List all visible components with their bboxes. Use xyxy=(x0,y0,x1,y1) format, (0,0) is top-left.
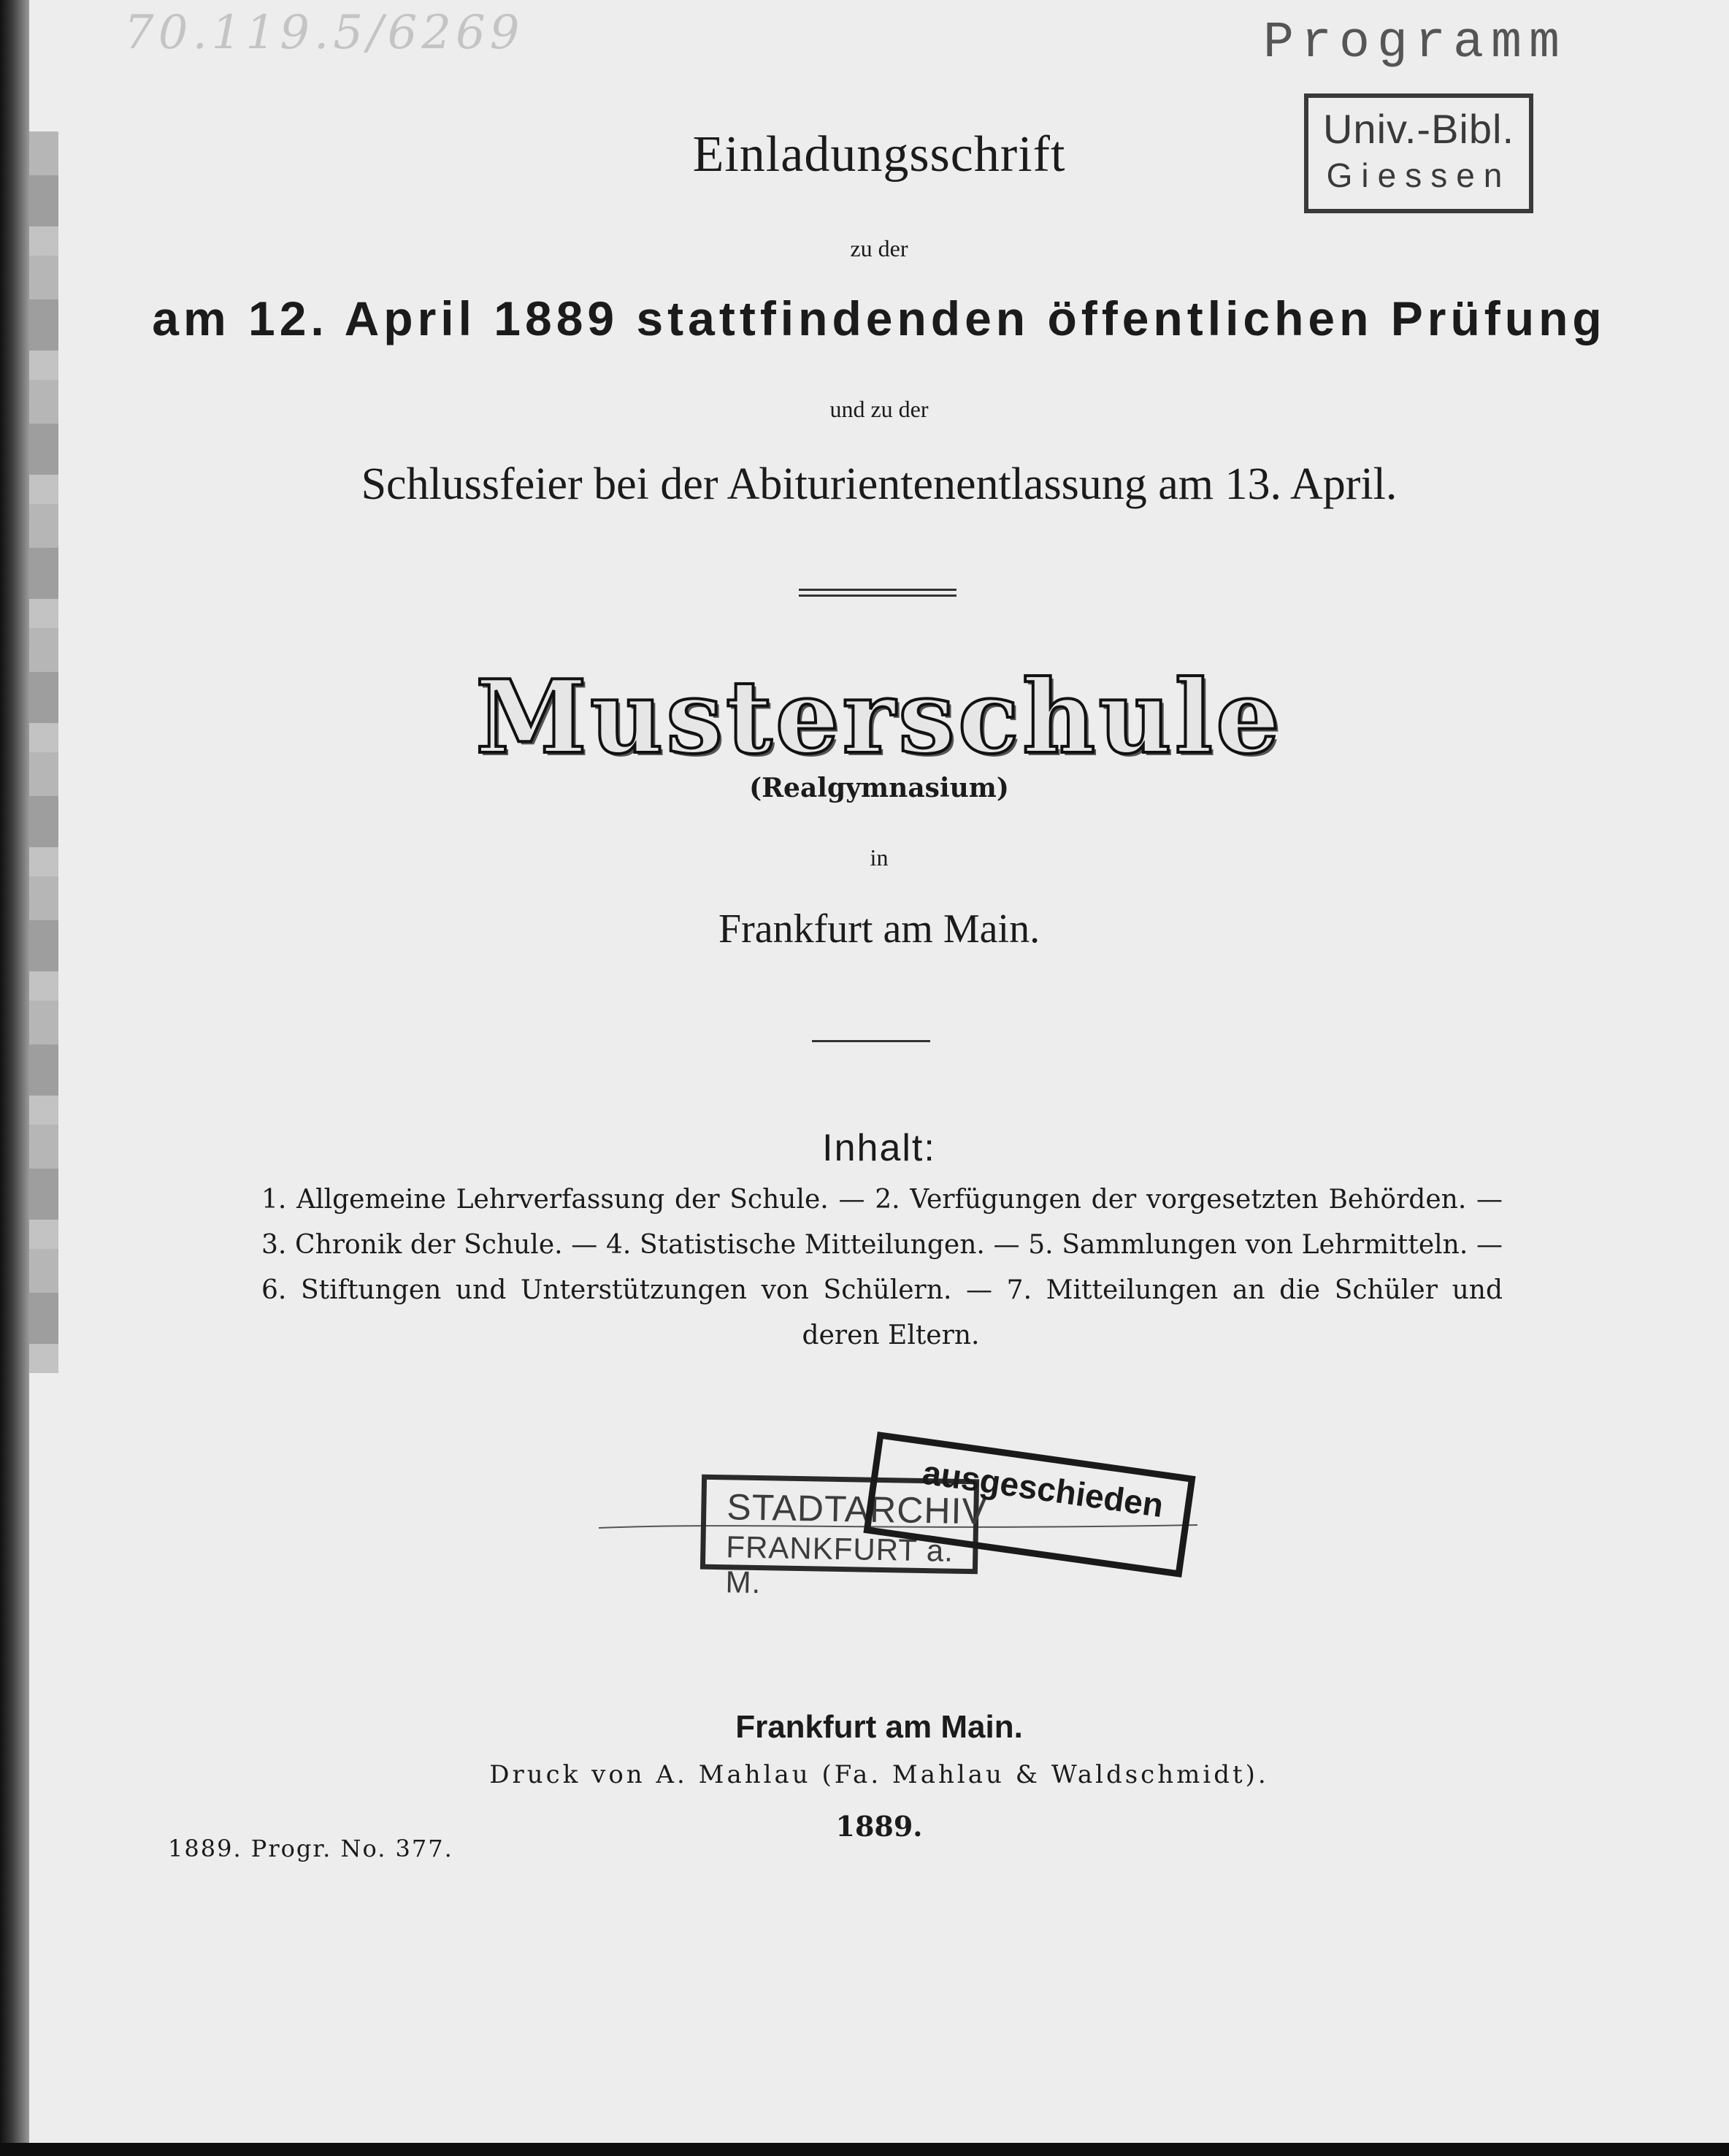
imprint-city: Frankfurt am Main. xyxy=(735,1709,1023,1745)
contents-line-4: deren Eltern. xyxy=(802,1320,980,1350)
imprint-printer: Druck von A. Mahlau (Fa. Mahlau & Waldschmidt). xyxy=(489,1760,1269,1789)
library-stamp-line2: Giessen xyxy=(1326,156,1511,194)
archive-stamp-line2: FRANKFURT a. M. xyxy=(725,1529,954,1600)
programm-stamp: Programm xyxy=(1263,15,1568,72)
divider-top-1 xyxy=(799,589,956,591)
library-stamp-line1: Univ.-Bibl. xyxy=(1322,106,1514,152)
page-binding-edge xyxy=(0,0,29,2156)
divider-middle xyxy=(812,1040,930,1042)
program-reference: 1889. Progr. No. 377. xyxy=(168,1835,453,1862)
contents-heading: Inhalt: xyxy=(822,1127,936,1169)
contents-line-1: 1. Allgemeine Lehrverfassung der Schule. — 2. Verfügungen der vorgesetzten Behörden. — xyxy=(261,1185,1503,1215)
scan-bottom-edge xyxy=(0,2143,1729,2156)
ceremony-line: Schlussfeier bei der Abiturientenentlassung am 13. April. xyxy=(361,459,1398,509)
connector-zu-der: zu der xyxy=(850,235,908,261)
discarded-stamp-text: ausgeschieden xyxy=(920,1453,1166,1525)
school-city: Frankfurt am Main. xyxy=(718,906,1040,952)
contents-line-3: 6. Stiftungen und Unterstützungen von Schülern. — 7. Mitteilungen an die Schüler und xyxy=(261,1275,1503,1305)
pencil-shelfmark: 70.119.5/6269 xyxy=(124,6,524,60)
divider-top-2 xyxy=(799,595,956,597)
exam-occasion: am 12. April 1889 stattfindenden öffentlichen Prüfung xyxy=(152,291,1606,345)
document-title: Einladungsschrift xyxy=(692,126,1066,183)
connector-in: in xyxy=(870,844,889,871)
school-type: (Realgymnasium) xyxy=(749,773,1009,803)
contents-line-2: 3. Chronik der Schule. — 4. Statistische Mitteilungen. — 5. Sammlungen von Lehrmitteln. — xyxy=(261,1230,1503,1260)
school-name: Musterschule xyxy=(475,657,1283,776)
imprint-year: 1889. xyxy=(835,1810,923,1843)
archive-stamp-line1: STADTARCHIV xyxy=(726,1486,988,1532)
connector-und-zu-der: und zu der xyxy=(829,396,929,422)
document-page xyxy=(29,0,1729,2156)
